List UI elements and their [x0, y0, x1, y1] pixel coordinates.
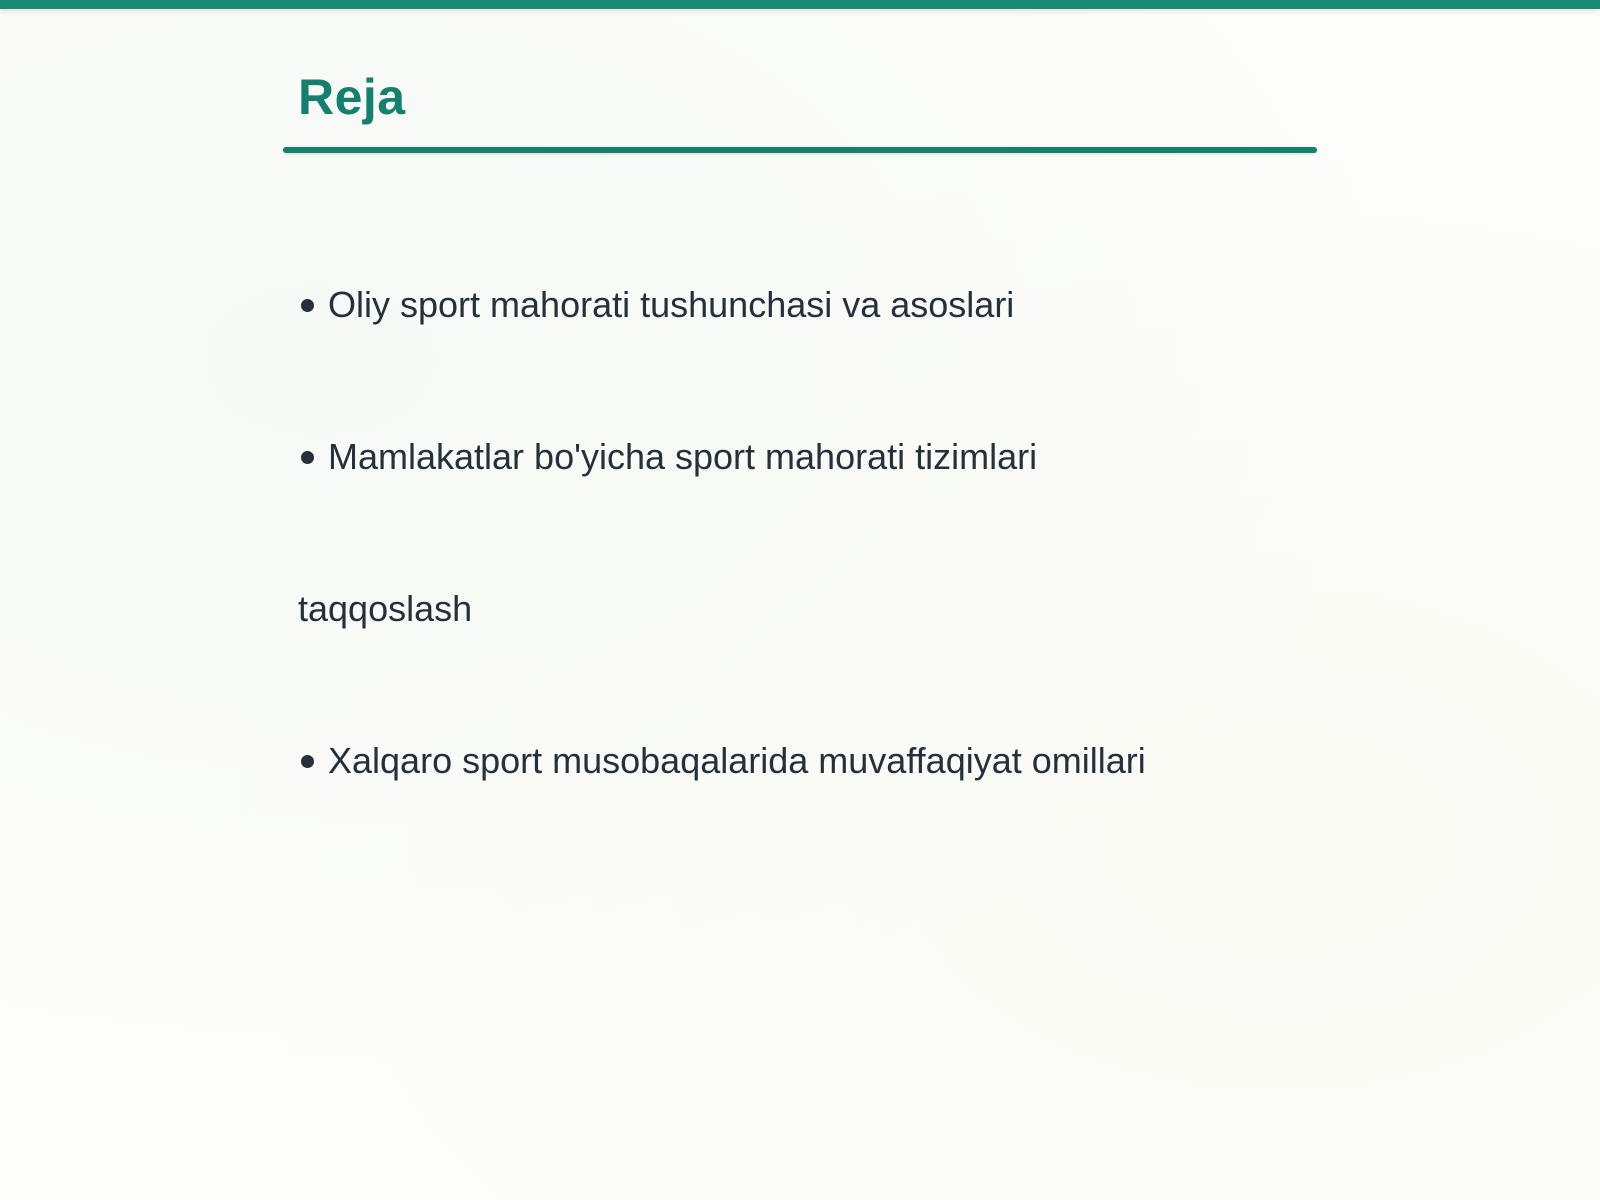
- plan-item-3: [298, 740, 1146, 782]
- plan-item-2: [298, 436, 1037, 478]
- plan-item-continuation: [298, 588, 472, 630]
- plan-item-text: Mamlakatlar bo'yicha sport mahorati tizimlari: [328, 436, 1038, 477]
- slide-title: Reja: [298, 69, 406, 125]
- plan-item-1: [298, 284, 1014, 326]
- bullet-dot-icon: [301, 755, 314, 768]
- plan-item-text: taqqoslash: [298, 588, 473, 629]
- title-underline: [283, 147, 1317, 153]
- plan-item-text: Oliy sport mahorati tushunchasi va asoslari: [328, 284, 1015, 325]
- bullet-dot-icon: [301, 451, 314, 464]
- bullet-dot-icon: [301, 299, 314, 312]
- top-accent-bar: [0, 0, 1600, 9]
- plan-item-text: Xalqaro sport musobaqalarida muvaffaqiyat omillari: [328, 740, 1146, 781]
